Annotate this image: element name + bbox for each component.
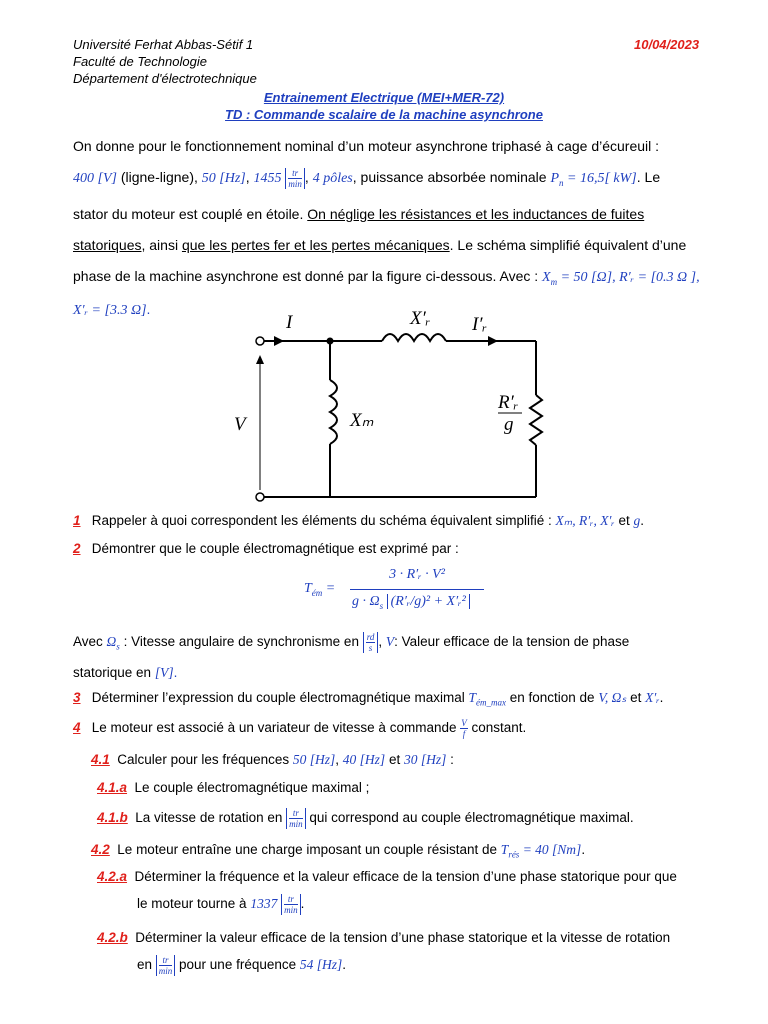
department-name: Département d'électrotechnique [73,71,257,86]
document-date: 10/04/2023 [634,37,700,52]
torque-formula: $T_{ém}$ = 3 · R′ᵣ · V² $g \cdot \Omega_s$ (R′ᵣ/g)² + X′ᵣ² [304,567,504,623]
question-4-1-a: 4.1.a Le couple électromagnétique maximal ; [97,780,370,795]
avec-definition: Avec $\Omega_s$ : Vitesse angulaire de synchronisme en $\frac{rd}{s}$ , V: Valeur efficace de la tension de phase statorique en [V]. [73,632,630,680]
intro-paragraph [73,131,713,326]
intro-line-5: phase de la machine asynchrone est donné par la figure ci-dessous. Avec : $X_m = 50$ [Ω], R′ᵣ = [0.3 Ω ], [73,267,700,287]
question-4-1: 4.1 Calculer pour les fréquences 50 [Hz], 40 [Hz] et 30 [Hz] : [91,752,454,767]
university-name: Université Ferhat Abbas-Sétif 1 [73,37,254,52]
intro-line-3: stator du moteur est couplé en étoile. On néglige les résistances et les inductances de fuites [73,205,645,222]
intro-line-4: statoriques, ainsi que les pertes fer et les pertes mécaniques. Le schéma simplifié équivalent d’une [73,236,687,253]
td-title: TD : Commande scalaire de la machine asynchrone [225,107,543,122]
equivalent-circuit-diagram [234,300,560,510]
label-g: g [504,414,514,435]
label-Xr: X′ᵣ [410,308,431,329]
question-4: 4 Le moteur est associé à un variateur de vitesse à commande $\frac{V}{f}$ constant. [73,718,527,739]
question-2: 2 Démontrer que le couple électromagnétique est exprimé par : [73,541,459,556]
intro-line-2: 400 [V] (ligne-ligne), 50 [Hz], 1455 $\frac{tr}{\min}$ , 4 pôles, puissance absorbée nominale $P_n = 16,5$[ kW]. Le [73,167,661,189]
formula-numerator: 3 · R′ᵣ · V² [389,567,445,582]
question-1: 1 Rappeler à quoi correspondent les éléments du schéma équivalent simplifié : Xₘ, R′ᵣ, X′ᵣ et g. [73,513,645,528]
intro-line-6: X′ᵣ = [3.3 Ω]. [73,300,151,318]
intro-line-1: On donne pour le fonctionnement nominal d’un moteur asynchrone triphasé à cage d’écureuil : [73,138,660,154]
question-4-1-b: 4.1.b La vitesse de rotation en $\frac{tr}{\min}$ qui correspond au couple électromagnétique maximal. [97,808,634,829]
question-4-2: 4.2 Le moteur entraîne une charge imposant un couple résistant de $T_{rés} = 40$ [Nm]. [91,842,586,860]
label-Xm: Xₘ [350,410,374,431]
formula-denominator: $g \cdot \Omega_s$ (R′ᵣ/g)² + X′ᵣ² [352,594,470,611]
question-4-2-a: 4.2.a Déterminer la fréquence et la valeur efficace de la tension d’une phase statorique pour que le moteur tourne à 1337 $\frac{tr}{\min}$ . [97,869,677,915]
label-I: I [286,312,293,333]
label-Ir: I′ᵣ [472,314,488,335]
course-title: Entrainement Electrique (MEI+MER-72) [263,90,505,105]
faculty-name: Faculté de Technologie [73,54,207,69]
question-3: 3 Déterminer l’expression du couple électromagnétique maximal $T_{ém\_max}$ en fonction de V, Ωₛ et X′ᵣ. [73,690,664,708]
label-Rr: R′ᵣ [498,392,519,413]
label-V: V [234,414,246,435]
question-4-2-b: 4.2.b Déterminer la valeur efficace de la tension d’une phase statorique et la vitesse de rotation en $\frac{tr}{\min}$ pour une fréquence 54 [Hz]. [97,930,671,976]
